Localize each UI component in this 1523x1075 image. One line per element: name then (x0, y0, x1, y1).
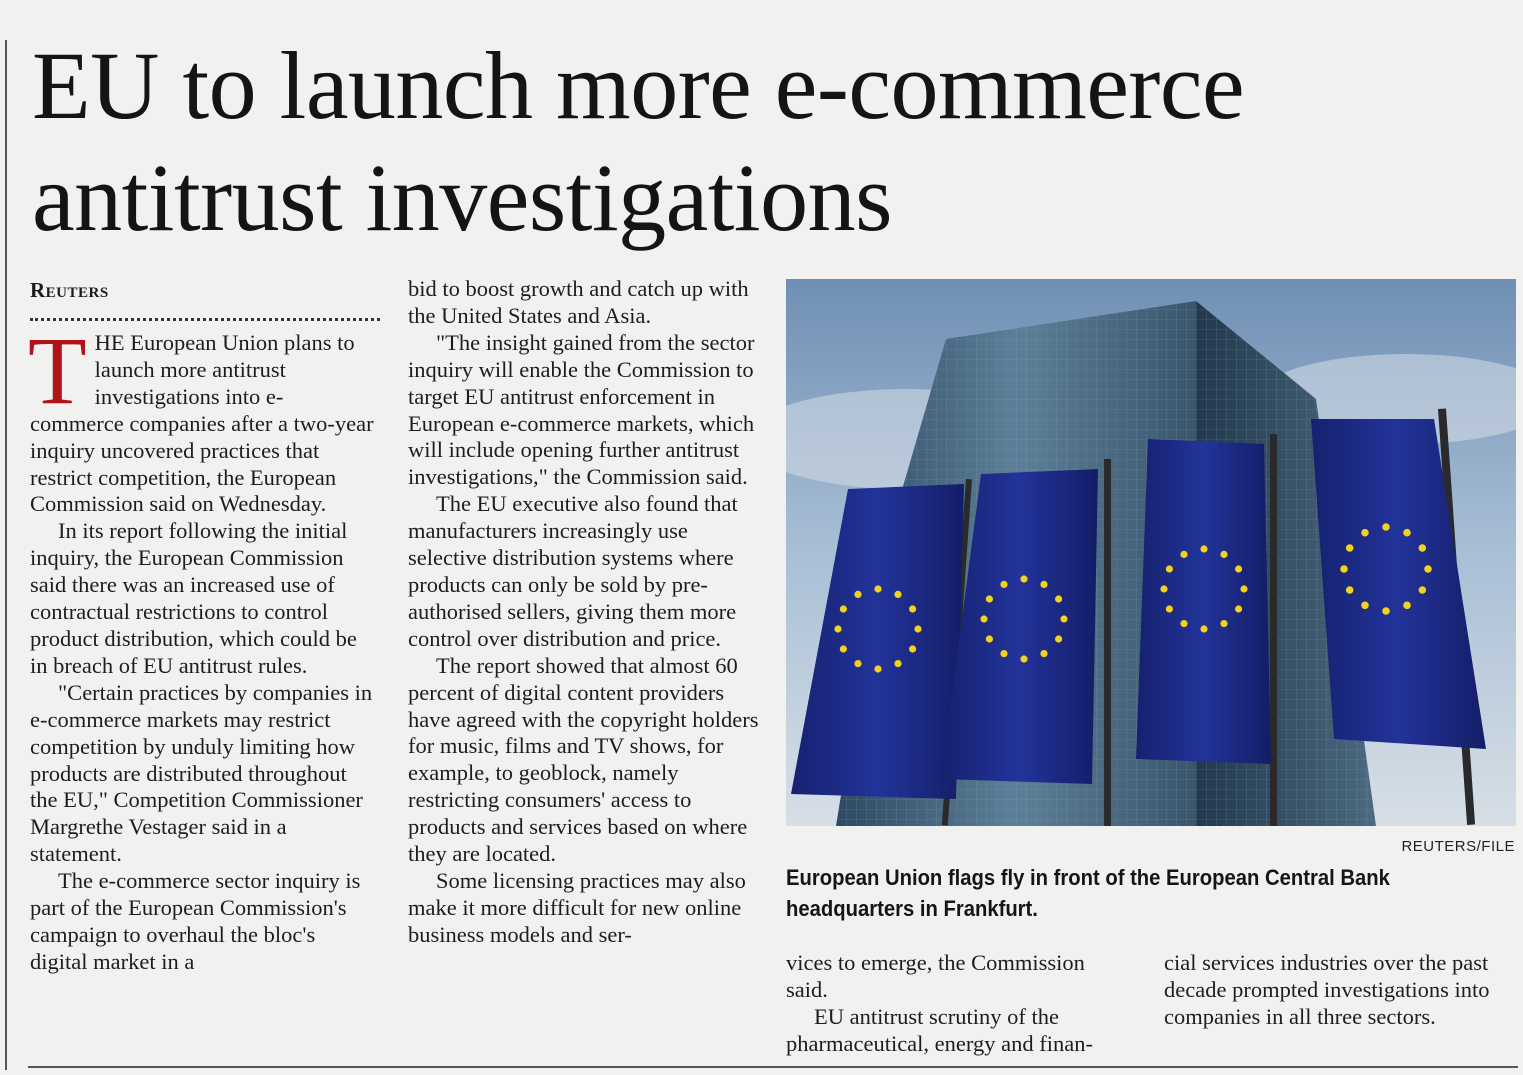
paragraph: In its report following the initial inquiry, the European Commission said there was an increased use of contractual restrictions to control product distribution, which could be in breach of EU antitrust rules. (30, 518, 357, 678)
article-column-1 (28, 317, 375, 976)
article-column-3 (786, 950, 1131, 1058)
byline: Reuters (30, 278, 109, 302)
drop-cap: T (28, 317, 87, 424)
paragraph: "Certain practices by companies in e-commerce markets may restrict competition by unduly limiting how products are distributed throughout the EU," Competition Commissioner Margrethe Vestager said in a statement. (30, 679, 373, 867)
photo-eu-flags-ecb (786, 279, 1516, 826)
flag-pole (1104, 459, 1111, 826)
eu-flag (1136, 439, 1271, 764)
paragraph: The EU executive also found that manufacturers increasingly use selective distribution systems where products can only be sold by pre-authorised sellers, giving them more control over distribution and price. (408, 491, 738, 651)
photo-credit: REUTERS/FILE (1401, 838, 1515, 855)
bottom-rule (28, 1066, 1518, 1068)
article-column-4 (1164, 950, 1509, 1031)
paragraph: bid to boost growth and catch up with the United States and Asia. (408, 276, 749, 328)
paragraph: EU antitrust scrutiny of the pharmaceutical, energy and finan- (786, 1003, 1093, 1056)
paragraph: THE European Union plans to launch more antitrust investigations into e-commerce companies after a two-year inquiry uncovered practices that restrict competition, the European Commission said on Wednesday. (28, 317, 374, 517)
paragraph: cial services industries over the past decade prompted investigations into companies in all three sectors. (1164, 950, 1490, 1029)
paragraph: The e-commerce sector inquiry is part of the European Commission's campaign to overhaul the bloc's digital market in a (30, 868, 361, 974)
photo-illustration (786, 279, 1516, 826)
paragraph: The report showed that almost 60 percent of digital content providers have agreed with the copyright holders for music, films and TV shows, for example, to geoblock, namely restricting consumers' access to products and services based on where they are located. (408, 652, 759, 867)
flag-pole (1270, 434, 1277, 826)
article-column-2 (408, 276, 763, 949)
headline: EU to launch more e-commerce antitrust investigations (32, 32, 1245, 251)
paragraph: "The insight gained from the sector inquiry will enable the Commission to target EU antitrust enforcement in European e-commerce markets, which will include opening further antitrust investigations," the Commission said. (408, 329, 755, 490)
left-column-rule (5, 40, 7, 1070)
photo-caption: European Union flags fly in front of the European Central Bank headquarters in Frankfurt. (786, 865, 1390, 921)
paragraph: vices to emerge, the Commission said. (786, 950, 1085, 1002)
paragraph: Some licensing practices may also make it more difficult for new online business models and ser- (408, 867, 746, 947)
